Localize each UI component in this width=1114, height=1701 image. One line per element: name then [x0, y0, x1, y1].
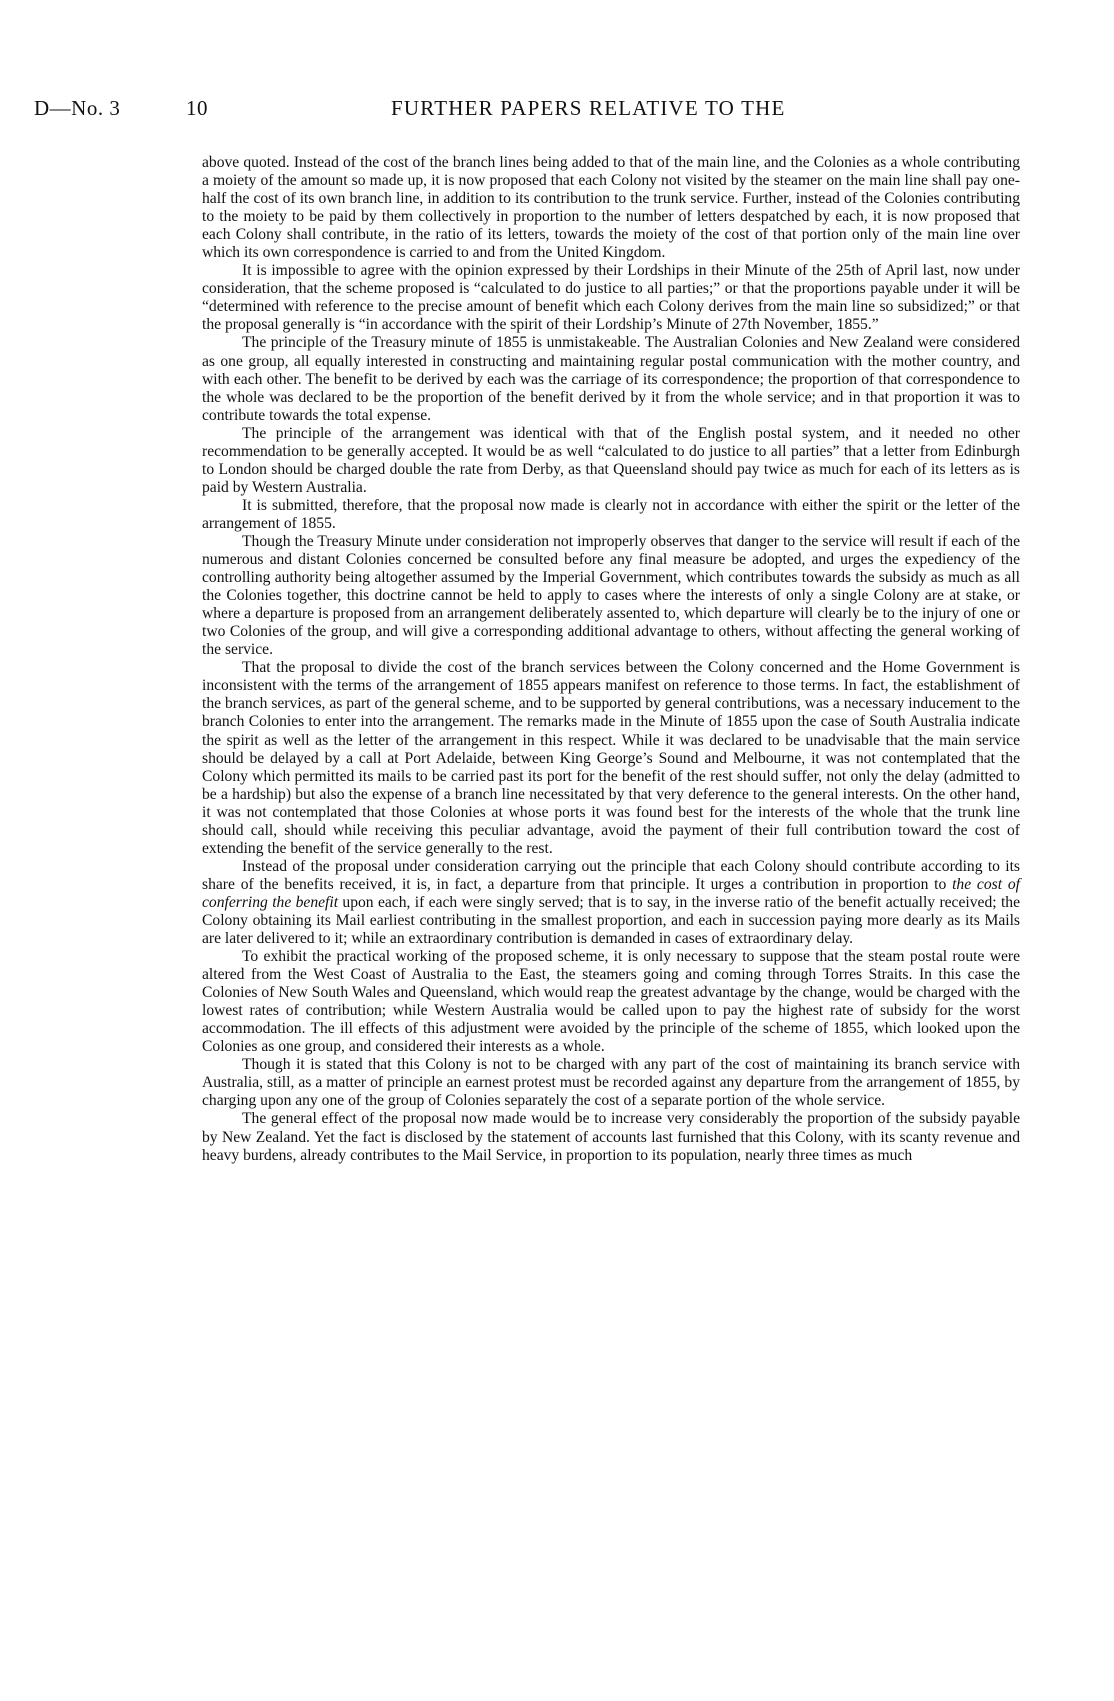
page-header — [34, 96, 1044, 126]
running-title: FURTHER PAPERS RELATIVE TO THE — [391, 96, 786, 120]
paragraph: above quoted. Instead of the cost of the branch lines being added to that of the main line, and the Colonies as a whole contributing a moiety of the amount so made up, it is now proposed that each Colony not visited by the steamer on the main line shall pay one-half the cost of its own branch line, in addition to its contribution to the trunk service. Further, instead of the Colonies contributing to the moiety to be paid by them collectively in proportion to the number of letters despatched by each, it is now proposed that each Colony shall contribute, in the ratio of its letters, towards the moiety of the cost of that portion only of the main line over which its own correspondence is carried to and from the United Kingdom. — [202, 154, 1020, 262]
paragraph: The principle of the arrangement was identical with that of the English postal system, and it needed no other recommendation to be generally accepted. It would be as well “calculated to do justice to all parties” that a letter from Edinburgh to London should be charged double the rate from Derby, as that Queensland should pay twice as much for each of its letters as is paid by Western Australia. — [202, 424, 1020, 496]
paragraph-text: Instead of the proposal under consideration carrying out the principle that each Colony should contribute according to its share of the benefits received, it is, in fact, a departure from that principle. It urges a contribution in proportion to — [202, 857, 1020, 893]
paragraph: The general effect of the proposal now made would be to increase very considerably the proportion of the subsidy payable by New Zealand. Yet the fact is disclosed by the statement of accounts last furnished that this Colony, with its scanty revenue and heavy burdens, already contributes to the Mail Service, in proportion to its population, nearly three times as much — [202, 1110, 1020, 1164]
body-text — [202, 154, 1020, 1165]
emphasized-phrase: the cost of conferring the benefit — [202, 875, 1020, 911]
page-number: 10 — [186, 96, 208, 120]
paragraph: It is submitted, therefore, that the proposal now made is clearly not in accordance with either the spirit or the letter of the arrangement of 1855. — [202, 496, 1020, 532]
paragraph-text: upon each, if each were singly served; that is to say, in the inverse ratio of the benefit actually received; the Colony obtaining its Mail earliest contributing in the smallest proportion, and each in succession paying more dearly as its Mails are later delivered to it; while an extraordinary contribution is demanded in cases of extraordinary delay. — [202, 893, 1020, 948]
document-reference: D—No. 3 — [34, 96, 121, 120]
paragraph: To exhibit the practical working of the proposed scheme, it is only necessary to suppose that the steam postal route were altered from the West Coast of Australia to the East, the steamers going and coming through Torres Straits. In this case the Colonies of New South Wales and Queensland, which would reap the greatest advantage by the change, would be charged with the lowest rates of contribution; while Western Australia would be called upon to pay the highest rate of subsidy for the worst accommodation. The ill effects of this adjustment were avoided by the principle of the scheme of 1855, which looked upon the Colonies as one group, and considered their interests as a whole. — [202, 948, 1020, 1056]
paragraph: It is impossible to agree with the opinion expressed by their Lordships in their Minute of the 25th of April last, now under consideration, that the scheme proposed is “calculated to do justice to all parties;” or that the proportions payable under it will be “determined with reference to the precise amount of benefit which each Colony derives from the main line so subsidized;” or that the proposal generally is “in accordance with the spirit of their Lordship’s Minute of 27th November, 1855.” — [202, 262, 1020, 334]
paragraph — [202, 858, 1020, 948]
paragraph: That the proposal to divide the cost of the branch services between the Colony concerned and the Home Government is inconsistent with the terms of the arrangement of 1855 appears manifest on reference to those terms. In fact, the establishment of the branch services, as part of the general scheme, and to be supported by general contributions, was a necessary inducement to the branch Colonies to enter into the arrangement. The remarks made in the Minute of 1855 upon the case of South Australia indicate the spirit as well as the letter of the arrangement in this respect. While it was declared to be unadvisable that the main service should be delayed by a call at Port Adelaide, between King George’s Sound and Melbourne, it was not contemplated that the Colony which permitted its mails to be carried past its port for the benefit of the rest should suffer, not only the delay (admitted to be a hardship) but also the expense of a branch line necessitated by that very deference to the general interests. On the other hand, it was not contemplated that those Colonies at whose ports it was found best for the interests of the whole that the trunk line should call, should while receiving this peculiar advantage, avoid the payment of their full contribution toward the cost of extending the benefit of the service generally to the rest. — [202, 659, 1020, 857]
paragraph: The principle of the Treasury minute of 1855 is unmistakeable. The Australian Colonies and New Zealand were considered as one group, all equally interested in constructing and maintaining regular postal communication with the mother country, and with each other. The benefit to be derived by each was the carriage of its correspondence; the proportion of that correspondence to the whole was declared to be the proportion of the benefit derived by it from the whole service; and in that proportion it was to contribute towards the total expense. — [202, 334, 1020, 424]
paragraph: Though it is stated that this Colony is not to be charged with any part of the cost of maintaining its branch service with Australia, still, as a matter of principle an earnest protest must be recorded against any departure from the arrangement of 1855, by charging upon any one of the group of Colonies separately the cost of a separate portion of the whole service. — [202, 1056, 1020, 1110]
paragraph: Though the Treasury Minute under consideration not improperly observes that danger to the service will result if each of the numerous and distant Colonies concerned be consulted before any final measure be adopted, and urges the expediency of the controlling authority being altogether assumed by the Imperial Government, which contributes towards the subsidy as much as all the Colonies together, this doctrine cannot be held to apply to cases where the interests of only a single Colony are at stake, or where a departure is proposed from an arrangement deliberately assented to, which departure will clearly be to the injury of one or two Colonies of the group, and will give a corresponding additional advantage to others, without affecting the general working of the service. — [202, 532, 1020, 659]
